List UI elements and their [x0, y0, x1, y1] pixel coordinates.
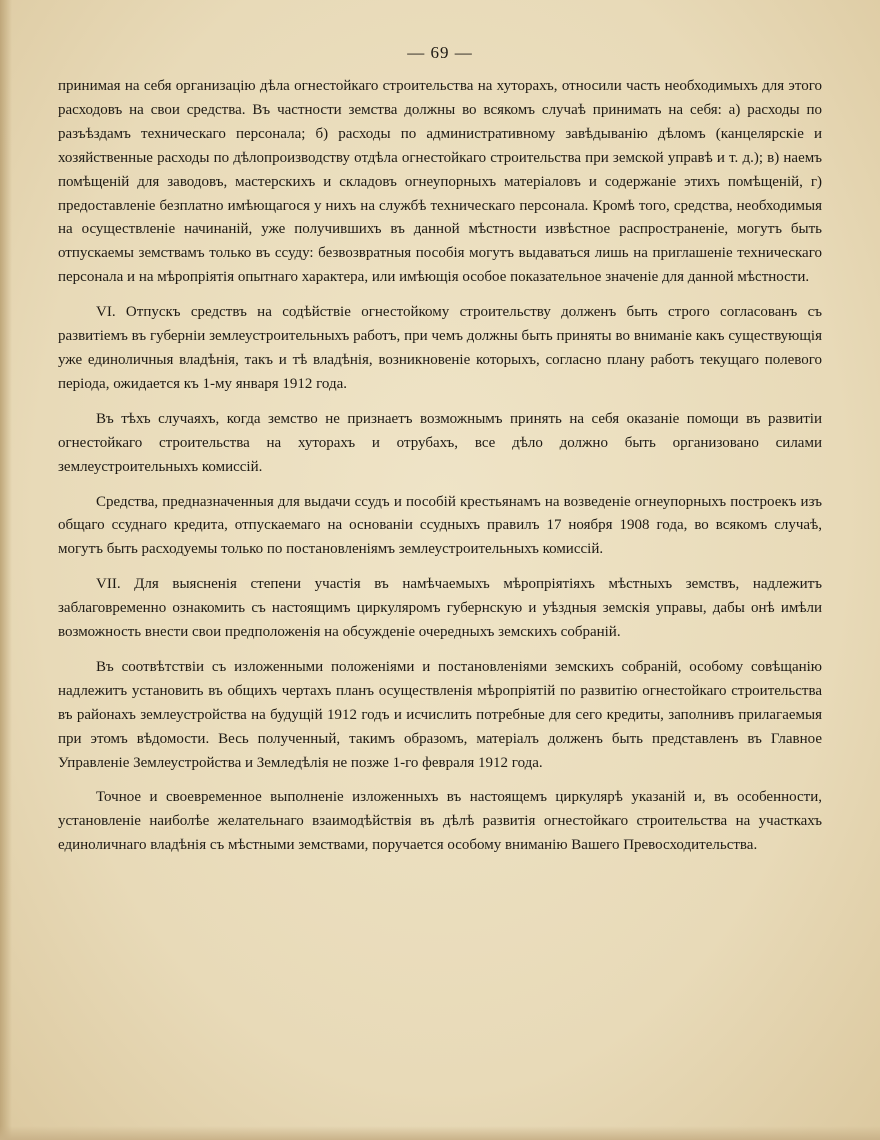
page-edge-shadow-bottom: [0, 1126, 880, 1140]
paragraph-meeting-plan: Въ соотвѣтствіи съ изложенными положеніями и постановленіями земскихъ собраній, особому совѣщанію надлежитъ установить въ общихъ чертахъ планъ осуществленія мѣропріятій по развитію огнестойкаго строительства въ районахъ землеустройства на будущій 1912 годъ и исчислить потребные для сего кредиты, заполнивъ прилагаемыя при этомъ вѣдомости. Весь полученный, такимъ образомъ, матеріалъ долженъ быть представленъ въ Главное Управленіе Землеустройства и Земледѣлія не позже 1-го февраля 1912 года.: [58, 658, 822, 771]
paragraph-loan-funds: Средства, предназначенныя для выдачи ссудъ и пособій крестьянамъ на возведеніе огнеупорныхъ построекъ изъ общаго ссуднаго кредита, отпускаемаго на основаніи ссудныхъ правилъ 17 ноября 1908 года, во всякомъ случаѣ, могутъ быть расходуемы только по постановленіямъ землеустроительныхъ комиссій.: [58, 493, 822, 558]
paragraph-continuation: принимая на себя организацію дѣла огнестойкаго строительства на хуторахъ, относили часть необходимыхъ для этого расходовъ на свои средства. Въ частности земства должны во всякомъ случаѣ принимать на себя: а) расходы по разъѣздамъ техническаго персонала; б) расходы по административному завѣдыванію дѣломъ (канцелярскіе и хозяйственные расходы по дѣлопроизводству отдѣла огнестойкаго строительства при земской управѣ и т. д.); в) наемъ помѣщеній для заводовъ, мастерскихъ и складовъ огнеупорныхъ матеріаловъ и содержаніе этихъ помѣщеній, г) предоставленіе безплатно имѣющагося у нихъ на службѣ техническаго персонала. Кромѣ того, средства, необходимыя на осуществленіе начинаній, уже получившихъ въ данной мѣстности извѣстное распространеніе, могутъ быть отпускаемы земствамъ только въ ссуду: безвозвратныя пособія могутъ выдаваться лишь на приглашеніе техническаго персонала и на мѣропріятія опытнаго характера, или имѣющія особое показательное значеніе для данной мѣстности.: [58, 78, 822, 286]
paragraph-section-vi: VI. Отпускъ средствъ на содѣйствіе огнестойкому строительству долженъ быть строго согласованъ съ развитіемъ въ губерніи землеустроительныхъ работъ, при чемъ должны быть приняты во вниманіе какъ существующія уже единоличныя владѣнія, такъ и тѣ владѣнія, возникновеніе которыхъ, согласно плану работъ текущаго полевого періода, ожидается къ 1-му января 1912 года.: [58, 304, 822, 392]
page-number: — 69 —: [407, 43, 473, 62]
page-edge-shadow-left: [0, 0, 12, 1140]
paragraph-section-vii: VII. Для выясненія степени участія въ намѣчаемыхъ мѣропріятіяхъ мѣстныхъ земствъ, надлежитъ заблаговременно ознакомить съ настоящимъ циркуляромъ губернскую и уѣздныя земскія управы, дабы онѣ имѣли возможность внести свои предположенія на обсужденіе очередныхъ земскихъ собраній.: [58, 576, 822, 641]
paragraph-zemstvo-refusal: Въ тѣхъ случаяхъ, когда земство не признаетъ возможнымъ принять на себя оказаніе помощи въ развитіи огнестойкаго строительства на хуторахъ и отрубахъ, все дѣло должно быть организовано силами землеустроительныхъ комиссій.: [58, 410, 822, 475]
paragraph-closing: Точное и своевременное выполненіе изложенныхъ въ настоящемъ циркулярѣ указаній и, въ особенности, установленіе наиболѣе желательнаго взаимодѣйствія въ дѣлѣ развитія огнестойкаго строительства на участкахъ единоличнаго владѣнія съ мѣстными земствами, поручается особому вниманію Вашего Превосходительства.: [58, 789, 822, 854]
document-body: [58, 75, 822, 869]
